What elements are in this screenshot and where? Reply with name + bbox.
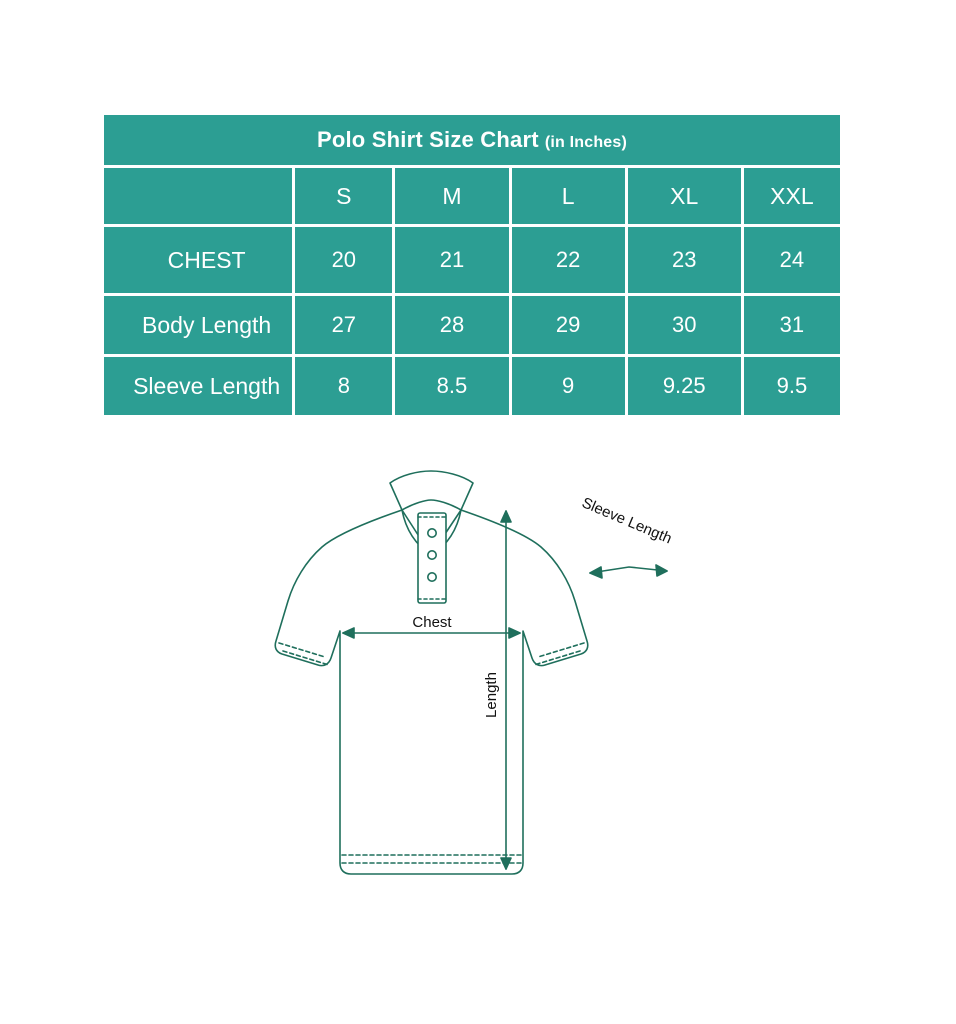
- cell-sleeve-length-xl: 9.25: [628, 357, 741, 415]
- row-label-body-length: Body Length: [104, 296, 292, 354]
- size-chart-table-container: [101, 112, 843, 418]
- row-label-chest: CHEST: [104, 227, 292, 293]
- cell-sleeve-length-s: 8: [295, 357, 392, 415]
- table-row: [104, 227, 840, 293]
- chest-label: Chest: [412, 614, 452, 631]
- cell-chest-l: 22: [512, 227, 625, 293]
- cell-chest-m: 21: [395, 227, 508, 293]
- header-size-m: M: [395, 168, 508, 224]
- cell-body-length-xxl: 31: [744, 296, 840, 354]
- cell-body-length-xl: 30: [628, 296, 741, 354]
- cell-body-length-m: 28: [395, 296, 508, 354]
- cell-chest-xl: 23: [628, 227, 741, 293]
- header-size-s: S: [295, 168, 392, 224]
- header-size-xl: XL: [628, 168, 741, 224]
- page-title-units: (in Inches): [544, 134, 628, 151]
- table-header-row: [104, 168, 840, 224]
- chart-title-cell: [104, 115, 840, 165]
- header-size-l: L: [512, 168, 625, 224]
- length-label: Length: [483, 672, 500, 718]
- cell-body-length-l: 29: [512, 296, 625, 354]
- header-blank-cell: [104, 168, 292, 224]
- table-row: [104, 296, 840, 354]
- cell-body-length-s: 27: [295, 296, 392, 354]
- cell-sleeve-length-l: 9: [512, 357, 625, 415]
- header-size-xxl: XXL: [744, 168, 840, 224]
- table-row: [104, 357, 840, 415]
- page-title: Polo Shirt Size Chart: [316, 127, 539, 152]
- table-title-row: [104, 115, 840, 165]
- sleeve-length-label: Sleeve Length: [579, 494, 675, 548]
- cell-sleeve-length-xxl: 9.5: [744, 357, 840, 415]
- cell-chest-s: 20: [295, 227, 392, 293]
- row-label-sleeve-length: Sleeve Length: [104, 357, 292, 415]
- cell-sleeve-length-m: 8.5: [395, 357, 508, 415]
- polo-shirt-diagram: [230, 455, 730, 925]
- cell-chest-xxl: 24: [744, 227, 840, 293]
- size-chart-table: [101, 112, 843, 418]
